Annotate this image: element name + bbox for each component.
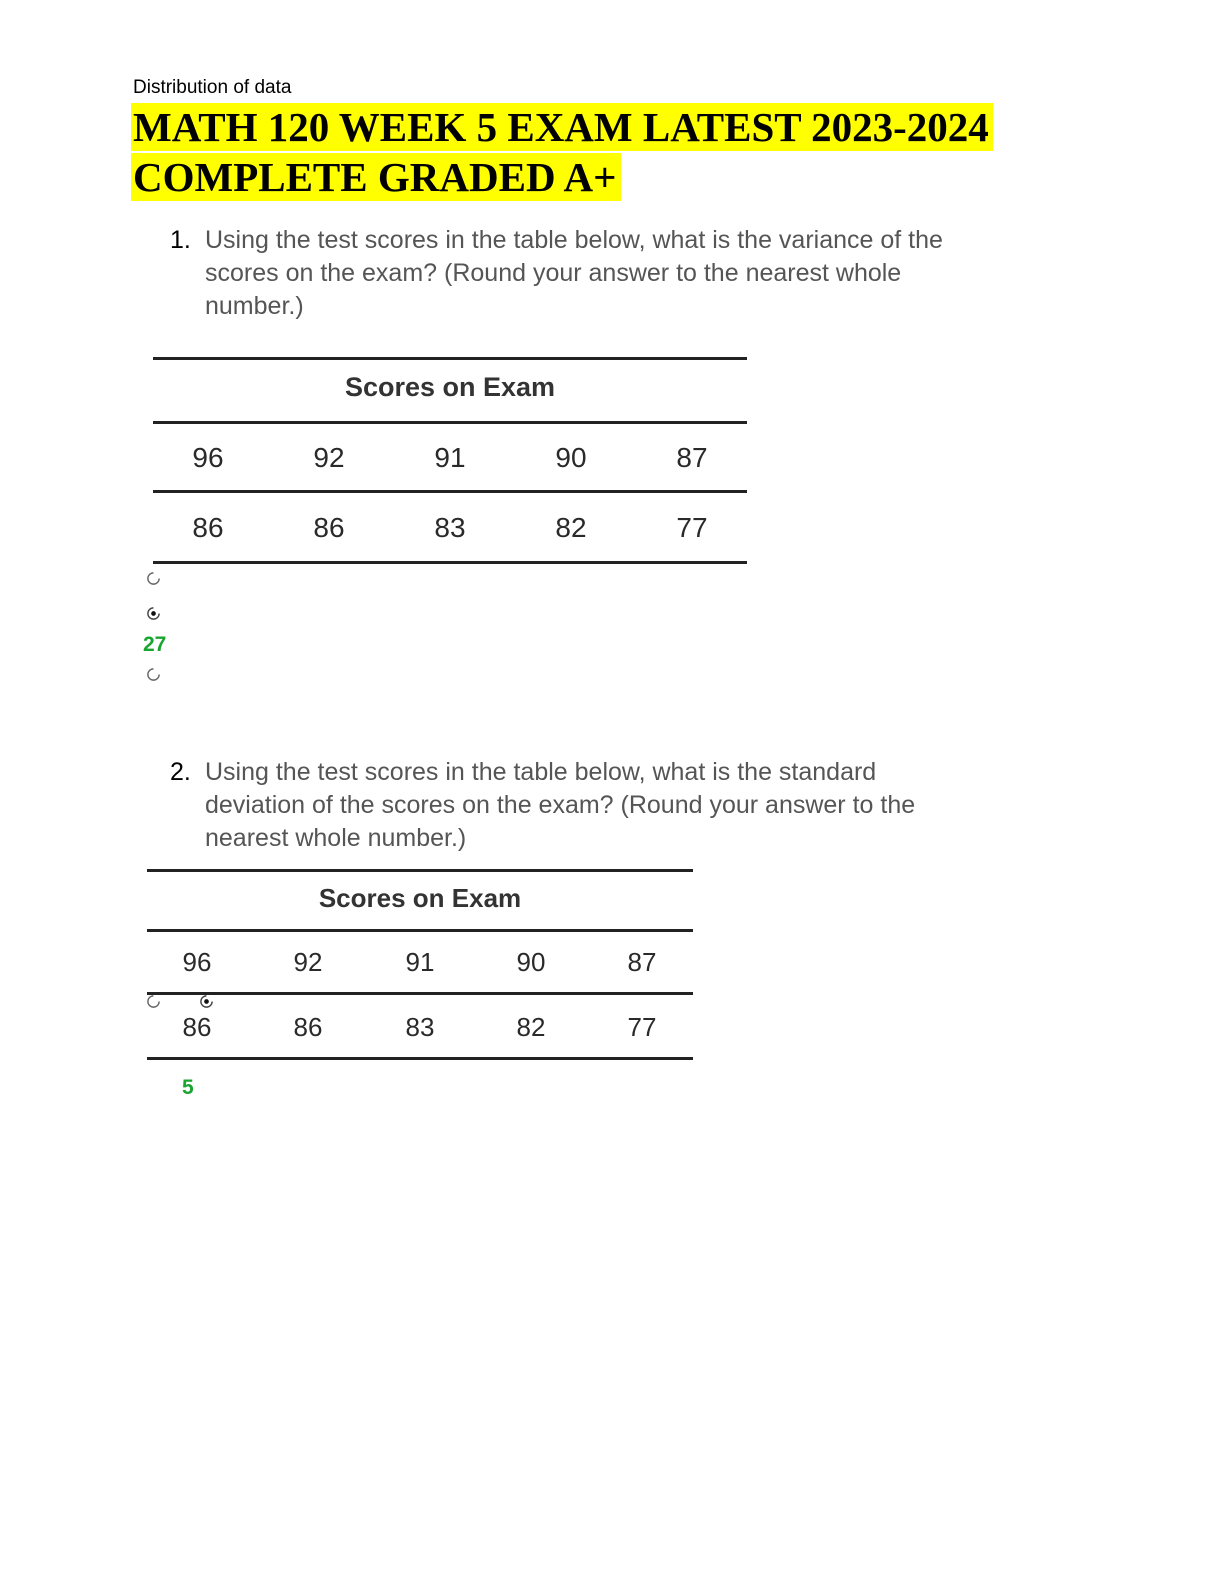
correct-answer: 5 xyxy=(182,1076,194,1099)
radio-option-unselected[interactable] xyxy=(146,994,161,1009)
table-cell: 86 xyxy=(182,1012,212,1042)
table-cell: 96 xyxy=(182,947,212,977)
question-text-line: scores on the exam? (Round your answer to the nearest whole xyxy=(205,259,902,287)
table-rule xyxy=(153,421,747,424)
table-rule xyxy=(147,992,693,995)
table-rule xyxy=(153,490,747,493)
table-cell: 90 xyxy=(516,947,546,977)
question-text-line: Using the test scores in the table below, what is the variance of the xyxy=(205,226,943,254)
table-rule xyxy=(147,1057,693,1060)
table-rule xyxy=(153,357,747,360)
question-text-line: nearest whole number.) xyxy=(205,824,467,852)
table-cell: 96 xyxy=(192,442,224,473)
correct-answer: 27 xyxy=(143,633,167,656)
table-cell: 86 xyxy=(313,512,345,543)
table-cell: 77 xyxy=(676,512,708,543)
table-cell: 91 xyxy=(434,442,466,473)
table-rule xyxy=(153,561,747,564)
table-cell: 92 xyxy=(313,442,345,473)
table-cell: 87 xyxy=(627,947,657,977)
radio-option-unselected[interactable] xyxy=(146,667,161,682)
table-cell: 82 xyxy=(555,512,587,543)
table-rule xyxy=(147,869,693,872)
table-title: Scores on Exam xyxy=(318,883,522,913)
table-cell: 86 xyxy=(293,1012,323,1042)
question-text-line: Using the test scores in the table below, what is the standard xyxy=(205,758,877,786)
table-rule xyxy=(147,929,693,932)
document-header-label: Distribution of data xyxy=(133,77,292,98)
table-cell: 86 xyxy=(192,512,224,543)
table-cell: 92 xyxy=(293,947,323,977)
page-title-line-1: MATH 120 WEEK 5 EXAM LATEST 2023-2024 xyxy=(131,103,993,151)
question-text-line: number.) xyxy=(205,292,304,320)
table-cell: 87 xyxy=(676,442,708,473)
page-title-line-2: COMPLETE GRADED A+ xyxy=(131,153,621,201)
radio-option-selected[interactable] xyxy=(146,606,161,621)
table-cell: 91 xyxy=(405,947,435,977)
table-cell: 83 xyxy=(434,512,466,543)
question-number: 2. xyxy=(170,758,191,786)
table-cell: 90 xyxy=(555,442,587,473)
question-number: 1. xyxy=(170,226,191,254)
table-cell: 77 xyxy=(627,1012,657,1042)
table-cell: 83 xyxy=(405,1012,435,1042)
table-title: Scores on Exam xyxy=(344,372,556,402)
radio-option-unselected[interactable] xyxy=(146,571,161,586)
question-text-line: deviation of the scores on the exam? (Round your answer to the xyxy=(205,791,916,819)
radio-option-selected[interactable] xyxy=(199,994,214,1009)
table-cell: 82 xyxy=(516,1012,546,1042)
